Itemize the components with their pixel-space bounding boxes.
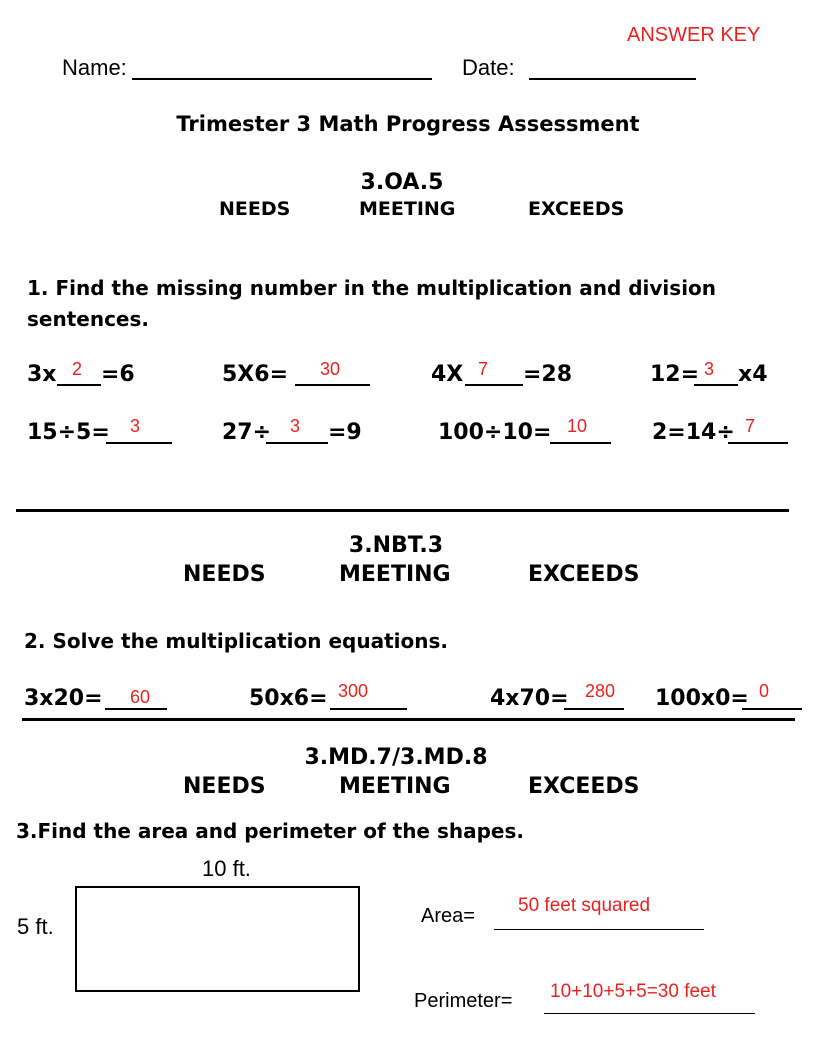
- q1-eq-3-blank[interactable]: [465, 384, 523, 386]
- q1-eq-8-blank[interactable]: [728, 442, 788, 444]
- q2-eq-2-answer: 300: [338, 681, 369, 701]
- q1-eq-2-answer: 30: [320, 359, 341, 379]
- q2-eq-4-blank[interactable]: [742, 708, 802, 710]
- q2-eq-1-before: 3x20=: [24, 686, 103, 711]
- perimeter-answer-line[interactable]: [544, 1013, 755, 1014]
- area-answer: 50 feet squared: [518, 895, 651, 916]
- q1-eq-6-blank[interactable]: [266, 442, 328, 444]
- q1-eq-4-before: 12=: [650, 362, 700, 387]
- q1-eq-2-before: 5X6=: [222, 362, 289, 387]
- section-3-level-exceeds[interactable]: EXCEEDS: [528, 774, 640, 799]
- question-2-text: 2. Solve the multiplication equations.: [24, 629, 448, 653]
- q1-eq-7-before: 100÷10=: [438, 420, 552, 445]
- q1-eq-7-answer: 10: [567, 416, 588, 436]
- q2-eq-3-answer: 280: [585, 681, 616, 701]
- question-3-text: 3.Find the area and perimeter of the shapes.: [16, 819, 524, 843]
- q2-eq-1-blank[interactable]: [105, 708, 167, 710]
- q2-eq-3-before: 4x70=: [490, 686, 569, 711]
- q1-eq-1-before: 3x: [27, 362, 57, 387]
- name-label: Name:: [62, 55, 127, 80]
- q1-eq-3-answer: 7: [478, 359, 489, 379]
- perimeter-label: Perimeter=: [414, 990, 513, 1012]
- q2-eq-4-before: 100x0=: [655, 686, 749, 711]
- section-1-level-meeting[interactable]: MEETING: [359, 198, 456, 220]
- q1-eq-4-after: x4: [738, 362, 768, 387]
- area-answer-line[interactable]: [494, 929, 704, 930]
- question-1-line-2: sentences.: [27, 307, 149, 331]
- name-field-line[interactable]: [132, 78, 432, 80]
- section-2-level-exceeds[interactable]: EXCEEDS: [528, 562, 640, 587]
- rectangle-shape: [75, 886, 360, 992]
- section-1-level-exceeds[interactable]: EXCEEDS: [528, 198, 625, 220]
- section-1-level-needs[interactable]: NEEDS: [219, 198, 291, 220]
- q2-eq-3-blank[interactable]: [564, 708, 624, 710]
- q2-eq-2-before: 50x6=: [249, 686, 328, 711]
- q1-eq-1-after: =6: [101, 362, 135, 387]
- q1-eq-5-answer: 3: [130, 416, 141, 436]
- q1-eq-4-blank[interactable]: [694, 384, 738, 386]
- section-3-level-meeting[interactable]: MEETING: [339, 774, 451, 799]
- perimeter-answer: 10+10+5+5=30 feet: [550, 981, 716, 1002]
- q1-eq-2-blank[interactable]: [295, 384, 370, 386]
- rectangle-top-label: 10 ft.: [202, 856, 251, 881]
- question-1-line-1: 1. Find the missing number in the multiplication and division: [27, 276, 717, 300]
- page-title: Trimester 3 Math Progress Assessment: [176, 112, 640, 136]
- section-3-level-needs[interactable]: NEEDS: [183, 774, 266, 799]
- answer-key-label: ANSWER KEY: [627, 24, 761, 46]
- section-2-level-meeting[interactable]: MEETING: [339, 562, 451, 587]
- section-divider-1: [16, 509, 789, 512]
- q1-eq-8-before: 2=14÷: [652, 420, 735, 445]
- section-2-standard: 3.NBT.3: [348, 533, 444, 558]
- q1-eq-3-after: =28: [523, 362, 573, 387]
- q2-eq-4-answer: 0: [759, 681, 770, 701]
- q2-eq-2-blank[interactable]: [330, 708, 407, 710]
- q1-eq-4-answer: 3: [704, 359, 715, 379]
- q1-eq-1-blank[interactable]: [57, 384, 101, 386]
- rectangle-side-label: 5 ft.: [17, 914, 54, 939]
- q2-eq-1-answer: 60: [130, 687, 151, 707]
- q1-eq-5-before: 15÷5=: [27, 420, 110, 445]
- section-3-standard: 3.MD.7/3.MD.8: [304, 745, 488, 770]
- section-2-level-needs[interactable]: NEEDS: [183, 562, 266, 587]
- date-label: Date:: [462, 55, 515, 80]
- q1-eq-5-blank[interactable]: [106, 442, 172, 444]
- q1-eq-7-blank[interactable]: [550, 442, 611, 444]
- q1-eq-1-answer: 2: [72, 359, 83, 379]
- section-divider-2: [22, 718, 795, 721]
- date-field-line[interactable]: [529, 78, 696, 80]
- q1-eq-8-answer: 7: [745, 416, 756, 436]
- q1-eq-6-answer: 3: [290, 416, 301, 436]
- q1-eq-6-after: =9: [328, 420, 362, 445]
- area-label: Area=: [421, 905, 475, 927]
- q1-eq-6-before: 27÷: [222, 420, 272, 445]
- section-1-standard: 3.OA.5: [360, 170, 444, 195]
- q1-eq-3-before: 4X: [431, 362, 464, 387]
